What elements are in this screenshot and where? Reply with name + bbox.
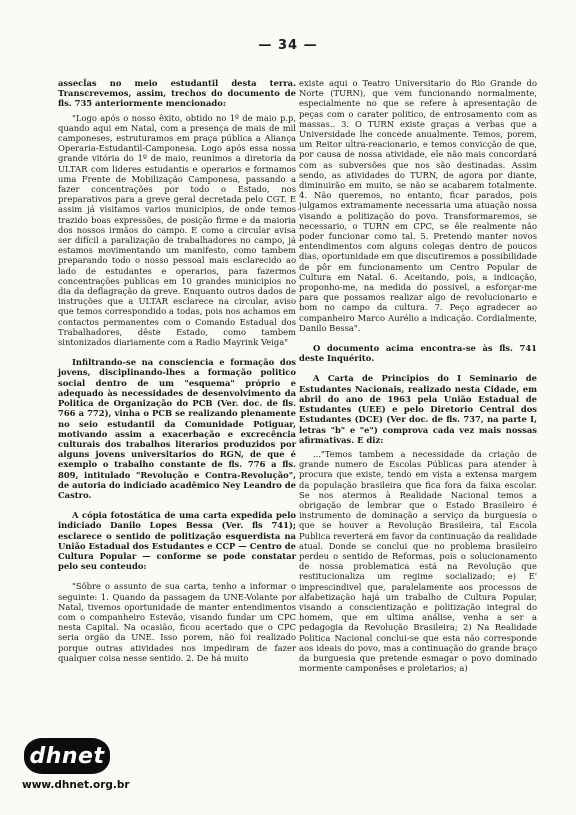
- dhnet-logo: [24, 738, 144, 800]
- right-paragraph-document-ref: O documento acima encontra-se às fls. 741 deste Inquérito.: [299, 343, 537, 364]
- right-paragraph-continuation: existe aqui o Teatro Universitario do Rio Grande do Norte (TURN), que vem funcionando normalmente, especialmente no que se refere à apresentação de peças com o carater politico, de entrosamento com as massas.. 3. O TURN existe graças a verbas que a Universidade lhe concede anualmente. Temos, porem, um Reitor ultra-reacionario, e temos convicção de que, por causa de nossa atividade, ele não mais concordará com as subversões que nos são destinadas. Assim sendo, as atividades do TURN, de agora por diante, diminuirão em muito, se não se acabarem totalmente. 4. Não queremos, no entanto, ficar parados, pois julgamos extramamente necessaria uma atuação nossa visando a politização do povo. Transformaremos, se necessario, o TURN em CPC, se êle realmente não poder funcionar como tal. 5. Pretendo manter novos entendimentos com alguns colegas dentro de poucos dias, oportunidade em que discutiremos a possibilidade de pôr em funcionamento um Centro Popular de Cultura em Natal. 6. Aceitando, pois, a indicação, proponho-me, na medida do possivel, a esforçar-me para que possamos realizar algo de revolucionario e bom no campo da cultura. 7. Peço agradecer ao companheiro Marco Aurélio a indicação. Cordialmente, Danilo Bessa".: [299, 78, 537, 333]
- left-paragraph-pcb: Infiltrando-se na consciencia e formação dos jovens, disciplinando-lhes a formação politico social dentro de um "esquema" próprio e adequado às necessidades de desenvolvimento da Politica de Organização do PCB (Ver. doc. de fls. 766 a 772), vinha o PCB se realizando plenamente no seio estudantil da Comunidade Potiguar, motivando assim a exacerbação e excrecência culturais dos trabalhos literarios produzidos por alguns jovens universitarios do RGN, de que é exemplo o trabalho constante de fls. 776 a fls. 809, intitulado "Revolução e Contra-Revolução", de autoria do indiciado acadêmico Ney Leandro de Castro.: [58, 357, 296, 500]
- left-paragraph-quote-ultar: "Logo após o nosso êxito, obtido no 1º de maio p.p, quando aqui em Natal, com a presença de mais de mil camponeses, estruturamos em praça pública a Aliança Operaria-Estudantil-Camponesa. Logo após essa nossa grande vitória do 1º de maio, reunimos a diretoria da ULTAR com lideres estudantis e operarios e formamos uma Frente de Mobilização Camponesa, passando a fazer concentrações por todo o Estado, nos preparativos para a greve geral decretada pelo CGT. E assim já visitamos varios municipios, de onde temos trazido boas expressões, de posição firme e da maioria dos nossos irmãos do campo. E como a circular avisa ser difícil a paralização de trabalhadores no campo, já estamos movimentando um manifesto, como tambem preparando todo o nosso pessoal mais esclarecido ao lado de estudantes e operarios, para fazermos concentrações publicas em 10 grandes municipios no dia da deflagração da greve. Enquanto outros dados de instruções que a ULTAR esclarece na circular, aviso que temos correspondido a todas, pois nos achamos em contactos permanentes com o Comando Estadual dos Trabalhadores, dêste Estado, como tambem sintonizados diariamente com a Radio Mayrink Veiga": [58, 112, 296, 348]
- left-column: [58, 78, 296, 663]
- page-number: — 34 —: [258, 38, 318, 53]
- dhnet-url: www.dhnet.org.br: [22, 779, 130, 791]
- right-column: [299, 78, 537, 673]
- left-paragraph-carta: A cópia fotostática de uma carta expedida pelo indiciado Danilo Lopes Bessa (Ver. fls 741); esclarece o sentido de politização esquerdista na União Estadual dos Estudantes e CCP — Centro de Cultura Popular — conforme se pode constatar pelo seu conteudo:: [58, 510, 296, 572]
- left-paragraph-intro: assecĺas no meio estudantil desta terra. Transcrevemos, assim, trechos do documento de fls. 735 anteriormente mencionado:: [58, 78, 296, 109]
- right-paragraph-quote-seminario: ..."Temos tambem a necessidade da criação de grande numero de Escolas Públicas para atender à procura que existe, tendo em vista a extensa margem da população brasileira que fica fora da faixa escolar. Se nos atermos à Realidade Nacional temos a obrigação de lembrar que o Estado Brasileiro é instrumento de dominação a serviço da burguesia o que se houver a Revolução Brasileira, tal Escola Publica reverterá em favor da continuação da realidade atual. Donde se conclui que no problema brasileiro perdeu o sentido de Reformas, pois o solucionamento de nossa problematica está na Revolução que restitucionaliza um regime socializado; e) E' imprescindivel que, paralelamente aos processos de alfabetização hajá um trabalho de Cultura Popular, visando a conscientização e politização integral do homem, que em ultima análise, venha a ser a pedagogia da Revolução Brasileira; 2) Na Realidade Politica Nacional conclui-se que esta não corresponde aos ideais do povo, mas a continuação do grande braço da burguesia que pretende esmagar o povo dominado mormente camponêses e proletarios; a): [299, 448, 537, 674]
- dhnet-logo-badge: [24, 738, 110, 774]
- right-paragraph-carta-principios: A Carta de Principios do I Seminario de Estudantes Nacionais, realizado nesta Cidade, em abril do ano de 1963 pela União Estadual de Estudantes (UEE) e pelo Diretorio Central dos Estudantes (DCE) (Ver doc. de fls. 737, na parte I, letras "b" e "e") comprova cada vez mais nossas afirmativas. E diz:: [299, 373, 537, 445]
- left-paragraph-quote-bessa: "Sôbre o assunto de sua carta, tenho a informar o seguinte: 1. Quando da passagem da UNE-Volante por Natal, tivemos oportunidade de manter entendimentos com o companheiro Estevão, visando fundar um CPC nesta Capital. Na ocasião, ficou acertado que o CPC seria orgão da UNE. Isso porem, não foi realizado porque outras atividades nos impediram de fazer qualquer coisa nesse sentido. 2. De há muito: [58, 581, 296, 663]
- dhnet-logo-word: dhnet: [29, 743, 105, 769]
